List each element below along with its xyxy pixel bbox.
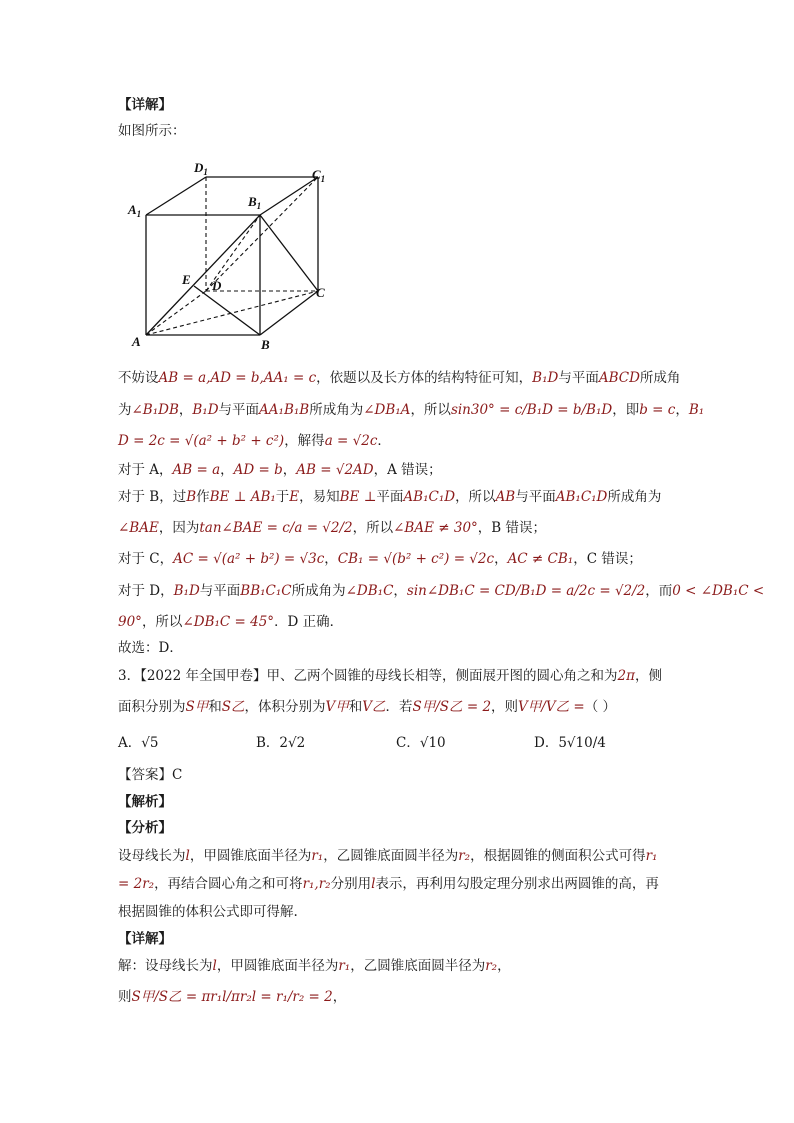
fenxi-line-3: 根据圆锥的体积公式即可得解.	[118, 904, 298, 920]
fenxi-heading: 【分析】	[118, 820, 172, 836]
solution-line-3: D = 2c = √(a² + b² + c²)，解得a = √2c．	[118, 433, 391, 449]
solution-line-8: 对于 D，B₁D与平面BB₁C₁C所成角为∠DB₁C，sin∠DB₁C = CD/B₁D = a/2c = √2/2，而0 < ∠DB₁C <	[118, 583, 765, 599]
solution-line-7: 对于 C，AC = √(a² + b²) = √3c，CB₁ = √(b² + c²) = √2c，AC ≠ CB₁，C 错误；	[118, 551, 642, 567]
label-B1: $B_1$	[248, 194, 262, 211]
label-A1: $A_1$	[128, 202, 142, 219]
label-D: D	[212, 278, 222, 293]
label-A: A	[132, 334, 141, 349]
solution-line-2: 为∠B₁DB，B₁D与平面AA₁B₁B所成角为∠DB₁A，所以sin30° = c/B₁D = b/B₁D，即b = c，B₁	[118, 402, 705, 418]
fenxi-line-2: = 2r₂，再结合圆心角之和可将r₁,r₂分别用l表示，再利用勾股定理分别求出两圆锥的高，再	[118, 876, 659, 892]
edge-AB1	[146, 215, 260, 335]
cuboid-figure	[118, 150, 348, 360]
solution-line-4: 对于 A，AB = a，AD = b，AB = √2AD，A 错误；	[118, 462, 442, 478]
option-c: C．√10	[396, 735, 446, 751]
segment-EB	[194, 286, 260, 335]
answer-line: 【答案】C	[118, 767, 183, 783]
solution-line-1: 不妨设AB = a,AD = b,AA₁ = c，依题以及长方体的结构特征可知，B₁D与平面ABCD所成角	[118, 370, 681, 386]
edge-B1C	[260, 215, 318, 291]
solution-line-10: 故选：D．	[118, 640, 183, 656]
edge-A1D1	[146, 177, 206, 215]
solution-line-5: 对于 B，过B作BE ⊥ AB₁于E，易知BE ⊥平面AB₁C₁D，所以AB与平面AB₁C₁D所成角为	[118, 489, 662, 505]
detail-heading-2: 【详解】	[118, 931, 172, 947]
hidden-diag-AC	[146, 291, 318, 335]
label-C1: $C_1$	[312, 167, 326, 184]
label-C: C	[316, 285, 325, 300]
intro-text: 如图所示：	[118, 123, 186, 139]
detail-line-2: 则S甲/S乙 = πr₁l/πr₂l = r₁/r₂ = 2，	[118, 989, 347, 1005]
detail-heading: 【详解】	[118, 97, 172, 113]
q3-line-2: 面积分别为S甲和S乙，体积分别为V甲和V乙．若S甲/S乙 = 2，则V甲/V乙 =（ ）	[118, 699, 616, 715]
hidden-diag-DC1	[206, 177, 318, 291]
option-b: B．2√2	[256, 735, 306, 751]
label-B: B	[261, 337, 270, 352]
fenxi-line-1: 设母线长为l，甲圆锥底面半径为r₁，乙圆锥底面圆半径为r₂，根据圆锥的侧面积公式可得r₁	[118, 848, 658, 864]
option-d: D．5√10/4	[534, 735, 606, 751]
analysis-heading: 【解析】	[118, 794, 172, 810]
edge-B1C1	[260, 177, 318, 215]
solution-line-6: ∠BAE，因为tan∠BAE = c/a = √2/2，所以∠BAE ≠ 30°，B 错误；	[118, 520, 547, 536]
option-a: A．√5	[118, 735, 159, 751]
edge-BC	[260, 291, 318, 335]
hidden-edge-AD	[146, 291, 206, 335]
q3-line-1: 3．【2022 年全国甲卷】甲、乙两个圆锥的母线长相等，侧面展开图的圆心角之和为2π，侧	[118, 668, 662, 684]
label-E: E	[182, 272, 191, 287]
detail-line-1: 解：设母线长为l，甲圆锥底面半径为r₁，乙圆锥底面圆半径为r₂，	[118, 958, 511, 974]
solution-line-9: 90°，所以∠DB₁C = 45°．D 正确．	[118, 614, 344, 630]
label-D1: $D_1$	[194, 160, 208, 177]
